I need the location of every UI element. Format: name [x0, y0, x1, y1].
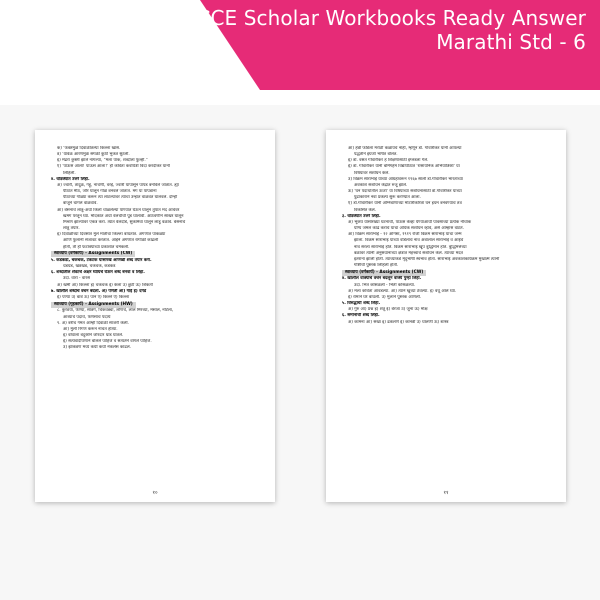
text-line: अ) कामना आ) सखा इ) ढकलणे ई) कानडी उ) घालणी ऊ) शास्त्र: [348, 319, 449, 325]
text-line: पुढाकाराने नवा प्रकल्प सुरू करण्यात आला.: [354, 195, 421, 201]
text-line: अ) ज्वारी, तांदूळ, गहू, नाचणी, वरई, ज्वारी यांपासून पापड बनविले जातात. ह्या: [57, 182, 179, 188]
workbook-page-right: [326, 130, 566, 502]
text-line: मिश्रण झाल्यावर एकत्र करा. त्यात वेलदोडे, सुकामेवा घालून लाडू वळावे. बेसनाचे: [63, 219, 186, 225]
text-line: बाजूने चांगले वाळवावे.: [63, 201, 98, 207]
text-line: उदा. भिंत कोसळली - भिंती कोसळल्या.: [354, 282, 416, 288]
text-line: आ) बेसनाचे लाडू-अर्धा किलो चाळलेल्या पाण्यांत घेऊन घालून तुपात मंद आचेवर: [57, 207, 180, 213]
text-line: विषयावर संशोधन केले.: [354, 170, 390, 176]
text-line: इ) दिवाळीच्या दिवसात मुले मातीचा किल्ला बांधतात. अंगणात पाकळ्या: [57, 232, 166, 238]
text-line: ए) 'पाऊस आला! पाऊस आला!' ही कविता कवयित्री विंदा करंदीकर यांनी: [57, 164, 170, 170]
text-line: लाडू तयार.: [63, 226, 80, 232]
text-line: ड) 'यावेळ आरणमुळे सगळी कुठी भुंकत सुटली.: [57, 152, 130, 158]
text-line: अवकाश संशोधन केंद्रात रुजू झाले.: [354, 182, 408, 188]
text-line: ५. विरुद्धार्थी शब्द लिहा.: [342, 301, 381, 307]
text-line: [51, 301, 265, 308]
text-line: झाला. विक्रम साराभाई यांच्या वडिलांचे नाव अंबालाल साराभाई व आईचे: [354, 238, 464, 244]
text-line: लिहिली.: [63, 170, 76, 176]
page-right-text: [342, 146, 556, 496]
text-line: धडधड, खडखड, चकचक, कडकड: [63, 264, 116, 270]
banner-title: [196, 6, 586, 54]
text-line: ए) डॉ.गोवारीकर यांनी अग्निबाणाच्या मोटारींकरिता घन इंधन बनवण्याचे तंत्र: [348, 201, 462, 207]
text-line: पीठात मीठ, जीरं घालून गोळे बनवले जातात. मग या पापडांना: [63, 189, 157, 195]
header-banner: [0, 0, 600, 105]
text-line: ६. समानार्थी शब्द लिहा.: [342, 313, 380, 319]
section-tab: स्वाध्याय (गृहकार्य) - Assignments (HW): [51, 302, 136, 308]
section-tab: स्वाध्याय (वर्गकार्य) - Assignments (CW): [342, 270, 426, 276]
text-line: अ) मला कविता आवडल्या. आ) त्याने खुच्या ठेवल्या. इ) वधू आले घ्या.: [348, 288, 457, 294]
text-line: ऊ) 'घन पदार्थातील ऊर्जा' या विषयाच्या संशोधनासाठी डॉ.गोवारीकर यांच्या: [348, 189, 462, 195]
text-line: [51, 251, 265, 258]
text-line: इ) मेंढरा कुस्ती झाले नागल्या, "मला पाक, शब्दोला फुल्ही.": [57, 158, 148, 164]
text-line: अ) भूकंप यांसारख्या घटनांची, पाऊस केव्हा येण्याआधी पावसाच्या प्रत्येक नीचांक: [348, 219, 472, 225]
text-line: ५. कडकडा, चकचक, टकटक यांसारखे आणखी शब्द तयार करा.: [51, 258, 152, 263]
text-line: ३. थोडक्यात उत्तरे लिहा.: [342, 213, 381, 219]
page-number-right: ११: [443, 490, 449, 496]
text-line: ई) डॉ. गोवारीकर यांनी बर्मिंगहॅम विद्यापीठात 'रासायनिक अभियांत्रिकी' या: [348, 164, 460, 170]
text-line: आंब्याचे पदार्थ, फणसाचे पदार्थ: [63, 314, 111, 320]
text-line: ई) पण्यां उ) बाबे ऊ) पान ए) किल्ले ऐ) किल्ला: [57, 294, 130, 300]
text-line: पद्धतीने इंग्रजी भाषेत बोलत.: [354, 152, 398, 158]
text-line: अ) गुरु आ) प्रश्न इ) शत्रू ई) बेरजा उ) जुना ऊ) मोक्ष: [348, 307, 428, 313]
text-line: पीठाच्या गोळ्या करून त्या लाटल्यावर त्याचा उन्हात वाळवत घालवले. दोन्ही: [63, 195, 178, 201]
text-line: उ) झाकडण मध्ये कधी कधी नेकलेस काढले.: [63, 345, 131, 351]
section-tab: स्वाध्याय (वर्गकार्य) - Assignments (CW): [51, 251, 135, 257]
text-line: इ) डॉ. वसंत गोवारीकर हे शिक्षणासाठी इंग्लंडला गेले.: [348, 158, 429, 164]
text-line: ४. थोडक्यात उत्तरे लिहा.: [51, 176, 90, 182]
text-line: आणि फुलांनी सजावट करतात. आईने अंगणात रांगोळी काढली: [63, 238, 159, 244]
text-line: [342, 269, 556, 276]
text-line: अ) खमी आ) किल्ला इ) चकचक ई) केला उ) छुटी ऊ) शिकती: [57, 282, 153, 288]
text-line: ई) रामाने घरे बांधली. उ) मुलाने पुस्तक आणली.: [348, 294, 422, 300]
banner-title-line2: Marathi Std - 6: [436, 30, 586, 54]
text-line: इतरांना झाली होती. त्यांच्याकडे मृदुभाषी स्वभाव होता. साराभाई अवकाशकार्यक्रम मुखात्मे त्यांनी: [354, 256, 500, 262]
text-line: ६. शब्दातील शेवटचे अक्षर घ्यायचे घेऊन शब्द बनवा व लिहा.: [51, 270, 145, 276]
text-line: बळावर त्यांनी अनुसंधानाच्या क्षेत्रात महत्त्वाचे संशोधन केले. त्यांच्या मदत: [354, 250, 463, 256]
text-line: क) 'फक्तमुळे दिवाळीतल्या किल्ला खास.: [57, 146, 121, 151]
text-line: ९. अ) बरीच गंमत आम्ही दिवाळी साजरी केली.: [57, 320, 129, 326]
text-line: विकसित केले.: [354, 207, 376, 213]
text-line: इ) वाघाला बंदुकीने जोरदार धाड घातले.: [63, 333, 124, 339]
banner-title-line1: CCE Scholar Workbooks Ready Answer: [196, 6, 586, 30]
text-line: गोष्टींची पुस्तके लिहिली होती.: [354, 262, 399, 268]
text-line: ई) सत्यवादीपणाने बोलले पाहिजे व सत्यतेने वागले पाहिजे.: [63, 339, 152, 345]
text-line: ४. खालील वाक्यांचे वचन बदलून वाक्ये पुन्हा लिहा.: [342, 276, 422, 282]
text-line: नाव सरला साराभाई होते. विक्रम साराभाई खूप बुद्धिमान होते. बुद्धिमत्तेच्या: [354, 244, 467, 250]
text-line: ८. कुरडया, फेण्या, सांडगे, चिकवड्या, लोणचे, लाल मिरच्या, मसाले, नोटेला,: [57, 308, 174, 314]
text-line: उ) विक्रम साराभाई यांच्या आग्रहावरून १९६७ साली डॉ.गोवारीकर भारताच्या: [348, 176, 463, 182]
workbook-page-left: [35, 130, 275, 502]
page-number-left: १०: [152, 490, 158, 496]
text-line: आ) हेन्री फोर्डला मराठी कळायचे नाही, म्हणून डॉ. गोवारीकर यांनी आपल्या: [348, 146, 462, 151]
page-left-text: [51, 146, 265, 496]
text-line: आ) विक्रम साराभाई - १२ ऑगस्ट, १९१९ रोजी विक्रम साराभाई यांचा जन्म: [348, 232, 462, 238]
text-line: आ) मुली रिंगण करून नाचत होत्या.: [63, 326, 118, 332]
text-line: होती, ती ही फटाक्यांच्या प्रकाशात चमकली.: [63, 244, 130, 250]
text-line: खमंग परतून घ्या. मोदकांत अर्धा वेलचीची पूड घालावी. आठवणीने साखर घालून: [63, 213, 184, 219]
text-line: उदा. वारा - वारस: [63, 276, 91, 282]
text-line: ७. खालील शब्दांचे वचन बदला. अ) पणती आ) गाई इ) दगडे: [51, 288, 147, 294]
text-line: योग्य जमल काढे कराचे याचा अधिक संशोधन व्हावे, असे आम्हांस वाटते.: [354, 226, 464, 232]
